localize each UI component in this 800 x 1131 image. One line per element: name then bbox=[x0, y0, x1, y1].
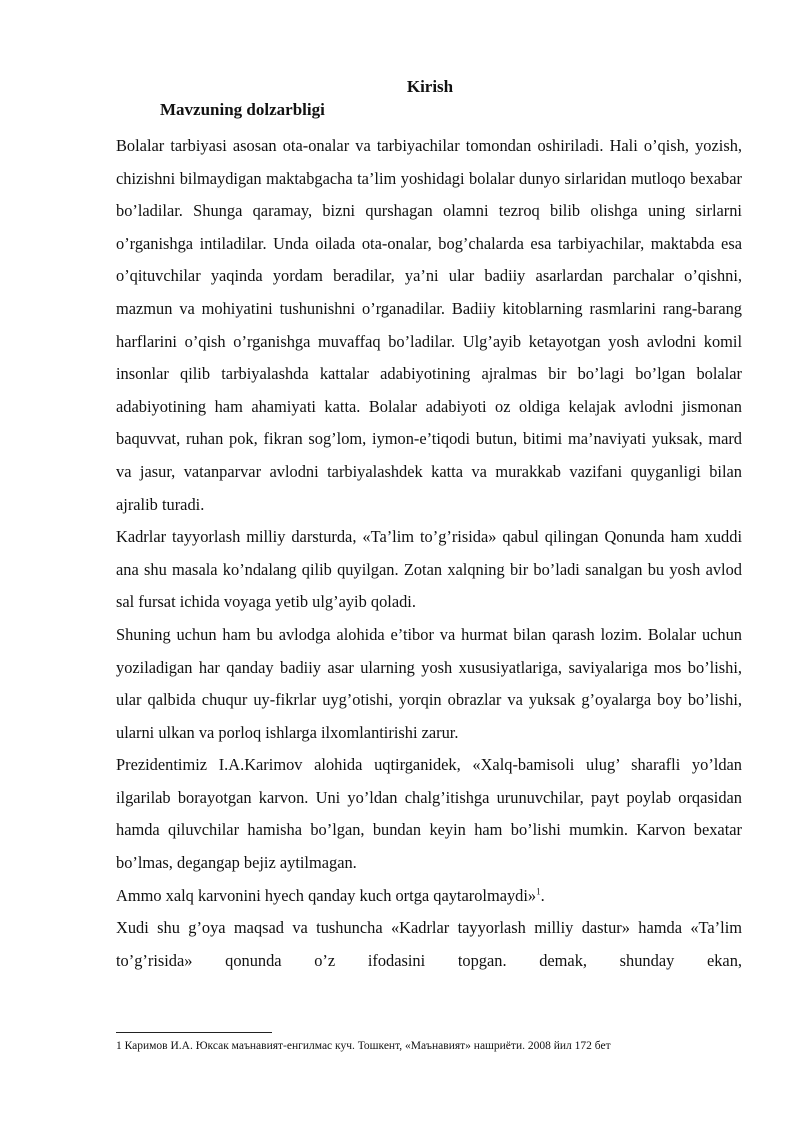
footnote-reference[interactable]: 1 bbox=[536, 886, 541, 897]
footnote: 1 Каримов И.А. Юксак маънавият-енгилмас куч. Тошкент, «Маънавият» нашриёти. 2008 йил 172 бет bbox=[116, 1040, 611, 1052]
section-subtitle: Mavzuning dolzarbligi bbox=[160, 100, 325, 119]
paragraph-end-punctuation: . bbox=[540, 885, 545, 905]
page-title: Kirish bbox=[406, 77, 454, 96]
paragraph: Bolalar tarbiyasi asosan ota-onalar va tarbiyachilar tomondan oshiriladi. Hali o’qish, yozish, chizishni bilmaydigan maktabgacha ta’lim yoshidagi bolalar dunyo sirlaridan mutloqo bexabar bo’ladilar. Shunga qaramay, bizni qurshagan olamni tezroq bilib olishga uning sirlarni o’rganishga intiladilar. Unda oilada ota-onalar, bog’chalarda esa tarbiyachilar, maktabda esa o’qituvchilar yaqinda yordam beradilar, ya’ni ular badiiy asarlardan parchalar o’qishni, mazmun va mohiyatini tushunishni o’rganadilar. Badiiy kitoblarning rasmlarini rang-barang harflarini o’qish o’rganishga muvaffaq bo’ladilar. Ulg’ayib ketayotgan yosh avlodni komil insonlar qilib tarbiyalashda kattalar adabiyotining ajralmas bir bo’lagi bo’lgan bolalar adabiyotining ham ahamiyati katta. Bolalar adabiyoti oz oldiga kelajak avlodni jismonan baquvvat, ruhan pok, fikran sog’lom, iymon-e’tiqodi butun, bitimi ma’naviyati yuksak, mard va jasur, vatanparvar avlodni tarbiyalashdek katta va murakkab vazifani quyganligi bilan ajralib turadi. bbox=[116, 136, 742, 514]
paragraph-text: Ammo xalq karvonini hyech qanday kuch ortga qaytarolmaydi» bbox=[116, 885, 537, 905]
paragraph: Prezidentimiz I.A.Karimov alohida uqtirganidek, «Xalq-bamisoli ulug’ sharafli yo’ldan ilgarilab borayotgan karvon. Uni yo’ldan chalg’itishga urunuvchilar, payt poylab orqasidan hamda qiluvchilar hamisha bo’lgan, bundan keyin ham bo’lishi mumkin. Karvon bexatar bo’lmas, degangap bejiz aytilmagan. bbox=[116, 755, 742, 873]
footnote-separator bbox=[116, 1032, 272, 1033]
paragraph bbox=[116, 880, 742, 913]
paragraph: Kadrlar tayyorlash milliy darsturda, «Ta’lim to’g’risida» qabul qilingan Qonunda ham xuddi ana shu masala ko’ndalang qilib quyilgan. Zotan xalqning bir bo’ladi sanalgan bu yosh avlod sal fursat ichida voyaga yetib ulg’ayib qoladi. bbox=[116, 527, 742, 612]
document-body bbox=[116, 130, 742, 977]
paragraph: Shuning uchun ham bu avlodga alohida e’tibor va hurmat bilan qarash lozim. Bolalar uchun yoziladigan har qanday badiiy asar ularning yosh xususiyatlariga, saviyalariga mos bo’lishi, ular qalbida chuqur uy-fikrlar uyg’otishi, yorqin obrazlar va yuksak g’oyalarga boy bo’lishi, ularni ulkan va porloq ishlarga ilxomlantirishi zarur. bbox=[116, 624, 742, 742]
paragraph: Xudi shu g’oya maqsad va tushuncha «Kadrlar tayyorlash milliy dastur» hamda «Ta’lim to’g’risida» qonunda o’z ifodasini topgan. demak, shunday ekan, bbox=[116, 918, 742, 970]
